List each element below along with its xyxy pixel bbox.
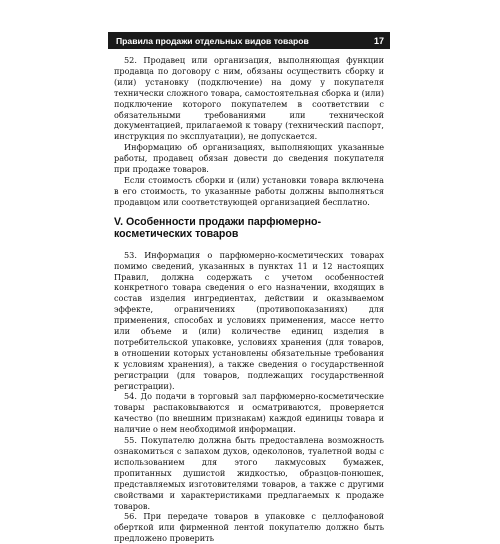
page-body (114, 55, 384, 544)
paragraph-56: 56. При передаче товаров в упаковке с целлофановой оберткой или фирменной лентой покупателю должно быть предложено проверить (114, 511, 384, 544)
paragraph-55: 55. Покупателю должна быть предоставлена возможность ознакомиться с запахом духов, одеколонов, туалетной воды с использованием для этого лакмусовых бумажек, пропитанных душистой жидкостью, образцов-понюшек, представляемых изготовителями товаров, а также с другими свойствами и характеристиками предлагаемых к продаже товаров. (114, 435, 384, 511)
section-heading: V. Особенности продажи парфюмерно-косметических товаров (114, 215, 322, 241)
paragraph-assembly-cost: Если стоимость сборки и (или) установки товара включена в его стоимость, то указанные работы должны выполняться продавцом или соответствующей организацией бесплатно. (114, 174, 384, 207)
paragraph-53: 53. Информация о парфюмерно-косметических товарах помимо сведений, указанных в пунктах 11 и 12 настоящих Правил, должна содержать с учетом особенностей конкретного товара сведения о его назначении, входящих в состав изделия ингредиентах, действии и оказываемом эффекте, ограничениях (противопоказаниях) для применения, способах и условиях применения, массе нетто или объеме и (или) количестве единиц изделия в потребительской упаковке, условиях хранения (для товаров, в отношении которых установлены обязательные требования к условиям хранения), а также сведения о государственной регистрации (для товаров, подлежащих государственной регистрации). (114, 249, 384, 391)
paragraph-organizations-info: Информацию об организациях, выполняющих указанные работы, продавец обязан довести до сведения покупателя при продаже товаров. (114, 142, 384, 175)
running-header (108, 32, 390, 49)
paragraph-52: 52. Продавец или организация, выполняющая функции продавца по договору с ним, обязаны осуществить сборку и (или) установку (подключение) на дому у покупателя технически сложного товара, самостоятельная сборка и (или) подключение которого покупателем в соответствии с обязательными требованиями или технической документацией, прилагаемой к товару (технический паспорт, инструкция по эксплуатации), не допускается. (114, 55, 384, 142)
running-title: Правила продажи отдельных видов товаров (116, 35, 309, 46)
page-number: 17 (373, 35, 384, 46)
paragraph-54: 54. До подачи в торговый зал парфюмерно-косметические товары распаковываются и осматриваются, проверяется качество (по внешним признакам) каждой единицы товара и наличие о нем необходимой информации. (114, 391, 384, 435)
